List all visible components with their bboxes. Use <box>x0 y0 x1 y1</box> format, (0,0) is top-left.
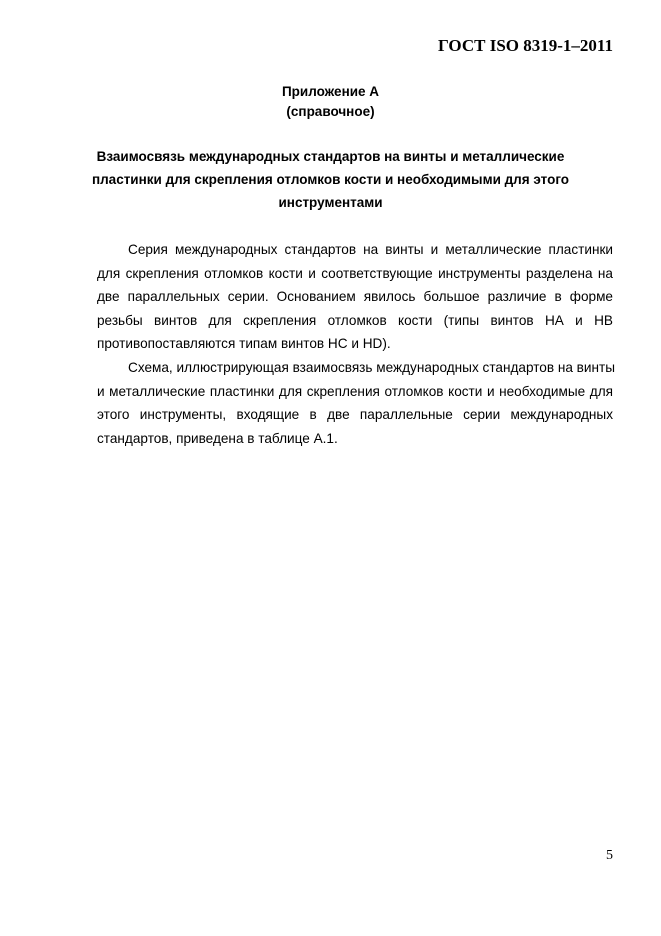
heading-line: инструментами <box>278 195 383 210</box>
heading-line: пластинки для скрепления отломков кости и необходимыми для этого <box>91 172 570 187</box>
heading-line: Взаимосвязь международных стандартов на винты и металлические <box>96 149 565 164</box>
text-line: резьбы винтов для скрепления отломков кости (типы винтов НА и НВ <box>97 312 613 328</box>
text-line: этого инструменты, входящие в две параллельные серии международных <box>97 407 613 423</box>
page-number: 5 <box>606 848 613 863</box>
text-line: стандартов, приведена в таблице А.1. <box>97 430 338 446</box>
body-text <box>97 238 616 450</box>
text-line: противопоставляются типам винтов НС и HD). <box>97 336 391 352</box>
paragraph <box>97 238 613 356</box>
text-line: Схема, иллюстрирующая взаимосвязь международных стандартов на винты <box>128 359 616 375</box>
text-line: Серия международных стандартов на винты и металлические пластинки <box>128 242 613 257</box>
paragraph <box>97 356 616 450</box>
annex-type: (справочное) <box>286 104 375 119</box>
document-header: ГОСТ ISO 8319-1–2011 <box>438 36 613 55</box>
text-line: две параллельных серии. Основанием явилось большое различие в форме <box>97 289 613 305</box>
text-line: для скрепления отломков кости и соответствующие инструменты разделена на <box>97 265 613 281</box>
text-line: и металлические пластинки для скрепления отломков кости и необходимые для <box>97 383 613 399</box>
annex-title: Приложение А <box>281 84 380 99</box>
